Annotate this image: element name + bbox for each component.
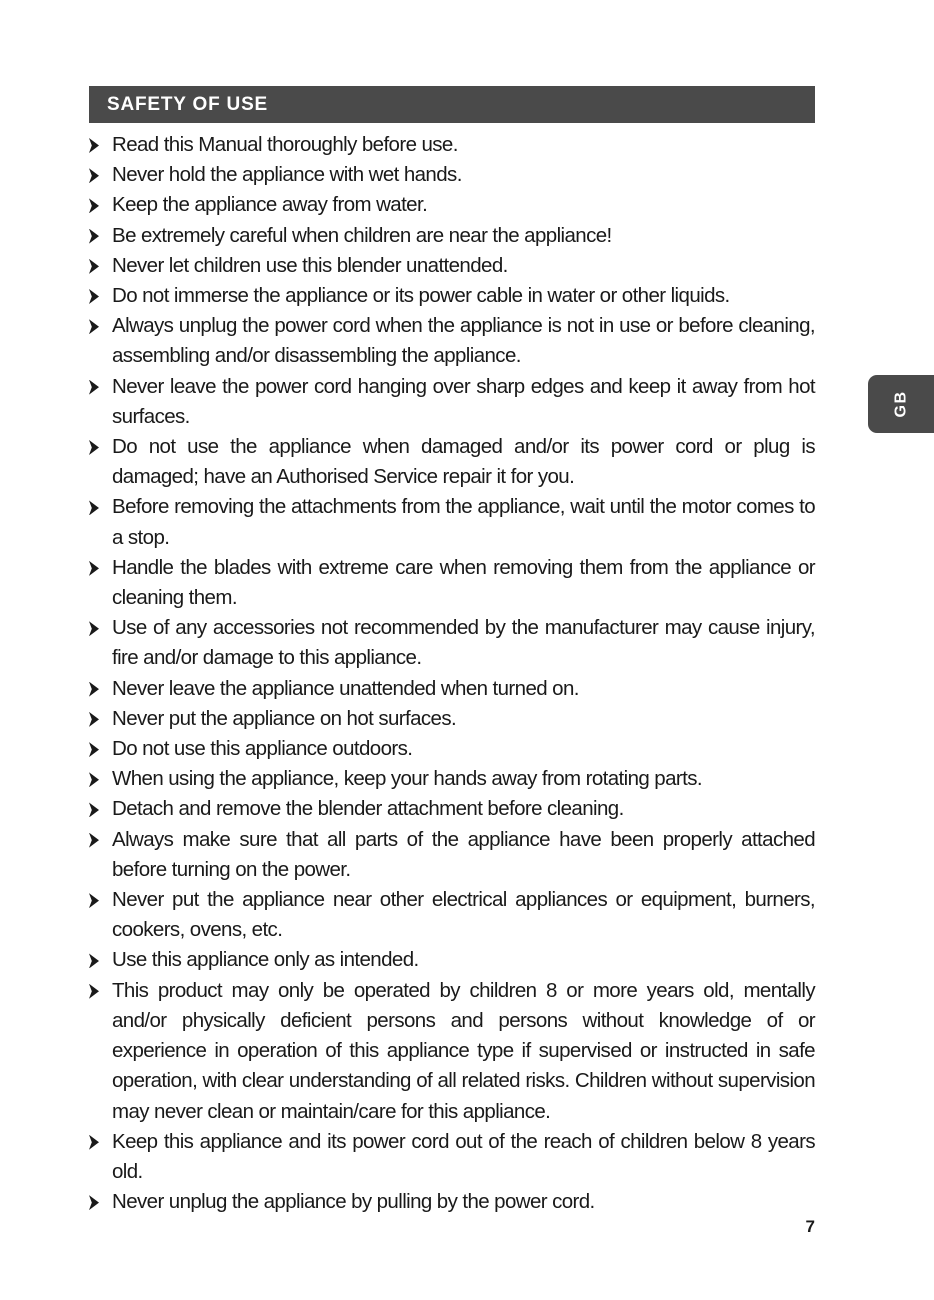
language-tab-label: GB [892,390,909,418]
list-item-text: Do not use the appliance when damaged and/or its power cord or plug is damaged; have an Authorised Service repair it for you. [112,435,815,489]
bullet-icon [89,802,99,817]
list-item [89,553,815,613]
list-item-text: Never leave the appliance unattended when turned on. [112,676,579,700]
list-item-text: Never put the appliance near other electrical appliances or equipment, burners, cookers, ovens, etc. [112,888,815,942]
list-item-text: Detach and remove the blender attachment before cleaning. [112,797,624,821]
list-item-text: Do not use this appliance outdoors. [112,737,413,761]
bullet-icon [89,712,99,727]
list-item [89,945,815,975]
list-item [89,764,815,794]
list-item [89,251,815,281]
list-item-text: When using the appliance, keep your hands away from rotating parts. [112,767,702,791]
page-number: 7 [805,1217,815,1236]
bullet-icon [89,561,99,576]
list-item [89,613,815,673]
bullet-icon [89,893,99,908]
language-tab [868,375,934,433]
bullet-icon [89,138,99,153]
list-item-text: Never hold the appliance with wet hands. [112,163,462,187]
list-item [89,885,815,945]
bullet-icon [89,500,99,515]
bullet-icon [89,772,99,787]
list-item [89,734,815,764]
list-item [89,674,815,704]
bullet-icon [89,953,99,968]
list-item [89,1187,815,1217]
list-item-text: Handle the blades with extreme care when removing them from the appliance or cleaning them. [112,555,815,610]
list-item-text: Do not immerse the appliance or its power cable in water or other liquids. [112,284,730,308]
list-item-text: Keep this appliance and its power cord out of the reach of children below 8 years old. [112,1129,815,1183]
list-item [89,190,815,220]
list-item [89,372,815,432]
list-item [89,281,815,311]
list-item [89,492,815,552]
safety-instructions-list [89,130,815,1217]
list-item [89,1127,815,1187]
list-item-text: Always make sure that all parts of the appliance have been properly attached before turning on the power. [112,827,815,881]
list-item-text: Be extremely careful when children are near the appliance! [112,223,612,247]
list-item-text: Never leave the power cord hanging over sharp edges and keep it away from hot surfaces. [112,374,815,428]
bullet-icon [89,198,99,213]
list-item-text: Never unplug the appliance by pulling by the power cord. [112,1190,595,1214]
bullet-icon [89,621,99,636]
bullet-icon [89,380,99,395]
list-item-text: Use this appliance only as intended. [112,948,419,972]
section-title: SAFETY OF USE [107,93,269,115]
list-item [89,221,815,251]
list-item-text: This product may only be operated by children 8 or more years old, mentally and/or physically deficient persons and persons without knowledge of or experience in operation of this appliance type if supervised or instructed in safe operation, with clear understanding of all related risks. Children without supervision may never clean or maintain/care for this appliance. [112,978,815,1123]
bullet-icon [89,682,99,697]
list-item [89,976,815,1127]
list-item [89,311,815,371]
list-item [89,130,815,160]
list-item [89,794,815,824]
bullet-icon [89,742,99,757]
bullet-icon [89,259,99,274]
list-item-text: Read this Manual thoroughly before use. [112,133,458,156]
list-item-text: Never put the appliance on hot surfaces. [112,706,457,730]
list-item [89,704,815,734]
list-item-text: Keep the appliance away from water. [112,193,428,217]
list-item-text: Use of any accessories not recommended by the manufacturer may cause injury, fire and/or damage to this appliance. [112,616,815,670]
list-item [89,432,815,492]
bullet-icon [89,289,99,304]
bullet-icon [89,319,99,334]
list-item [89,825,815,885]
bullet-icon [89,168,99,183]
bullet-icon [89,1195,99,1210]
bullet-icon [89,984,99,999]
bullet-icon [89,1135,99,1150]
bullet-icon [89,833,99,848]
list-item-text: Before removing the attachments from the appliance, wait until the motor comes to a stop. [112,495,815,549]
list-item-text: Never let children use this blender unattended. [112,253,508,277]
bullet-icon [89,440,99,455]
list-item [89,160,815,190]
bullet-icon [89,229,99,244]
section-header [89,86,815,123]
list-item-text: Always unplug the power cord when the appliance is not in use or before cleaning, assembling and/or disassembling the appliance. [112,314,815,368]
